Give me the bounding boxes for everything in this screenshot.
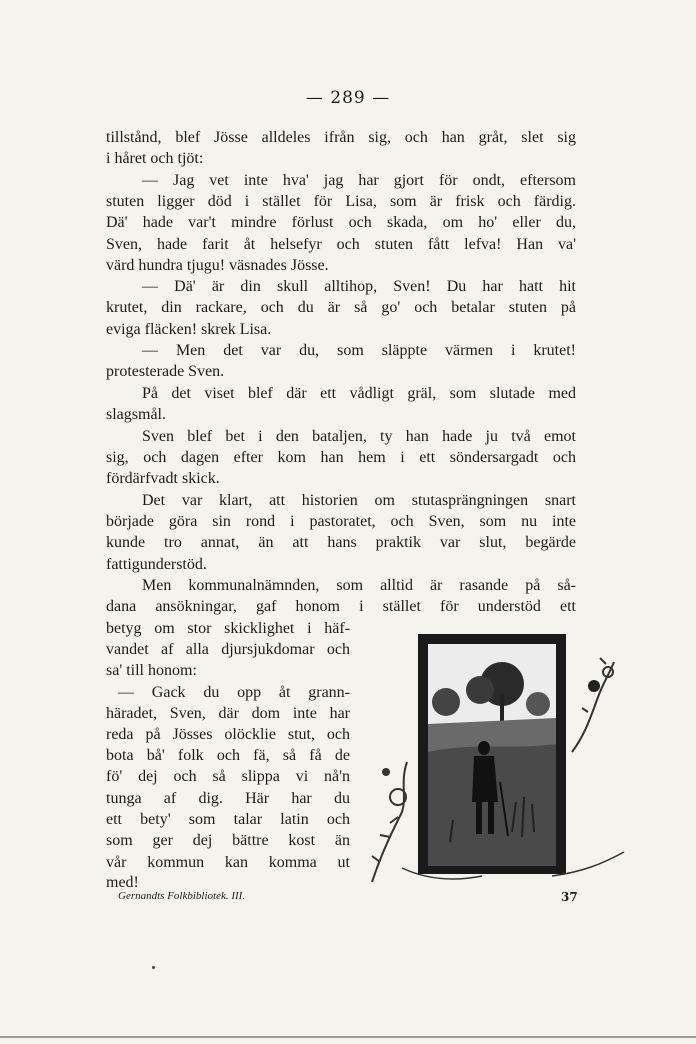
footer-series-title: Gernandts Folkbibliotek. III. — [118, 890, 246, 902]
body-line: värd hundra tjugu! väsnades Jösse. — [106, 257, 329, 274]
page-number-header: — 289 — — [305, 88, 391, 108]
speck — [152, 966, 155, 969]
body-line: Men kommunalnämnden, som alltid är rasande på så- — [142, 577, 576, 594]
narrow-line: häradet, Sven, där dom inte har — [106, 705, 350, 722]
body-line: Dä' hade var't mindre förlust och skada, om ho' eller du, — [106, 214, 576, 231]
scan-edge-line — [0, 1036, 696, 1038]
narrow-line: vandet af alla djursjukdomar och — [106, 641, 350, 658]
body-line: sig, och dagen efter kom han hem i ett söndersargadt och — [106, 449, 576, 466]
narrow-line: bota bå' folk och fä, så få de — [106, 747, 350, 764]
body-line: slagsmål. — [106, 406, 166, 423]
footer-signature-number: 37 — [561, 890, 578, 904]
body-line: krutet, din rackare, och du är så go' och betalar stuten på — [106, 299, 576, 316]
narrow-line: som ger dej bättre kost än — [106, 832, 350, 849]
body-line: Sven blef bet i den bataljen, ty han hade ju två emot — [142, 428, 576, 445]
narrow-line: med! — [106, 874, 139, 891]
narrow-line: vår kommun kan komma ut — [106, 854, 350, 871]
body-line: Det var klart, att historien om stutasprängningen snart — [142, 492, 576, 509]
body-line: — Dä' är din skull alltihop, Sven! Du har hatt hit — [142, 278, 576, 295]
narrow-line: ett bety' som talar latin och — [106, 811, 350, 828]
body-line: tillstånd, blef Jösse alldeles ifrån sig, och han gråt, slet sig — [106, 129, 576, 146]
narrow-line: fö' dej och så slippa vi nå'n — [106, 768, 350, 785]
body-line: började göra sin rond i pastoratet, och Sven, som nu inte — [106, 513, 576, 530]
body-line: På det viset blef där ett vådligt gräl, som slutade med — [142, 385, 576, 402]
body-line: protesterade Sven. — [106, 363, 225, 380]
narrow-line: betyg om stor skicklighet i häf- — [106, 620, 350, 637]
body-line: fattigunderstöd. — [106, 556, 207, 573]
body-line: fördärfvadt skick. — [106, 470, 220, 487]
narrow-line: sa' till honom: — [106, 662, 197, 679]
body-line: kunde tro annat, än att hans praktik var slut, begärde — [106, 534, 576, 551]
illustration — [362, 632, 630, 894]
narrow-line: reda på Jösses olöcklie stut, och — [106, 726, 350, 743]
body-line: — Jag vet inte hva' jag har gjort för ondt, eftersom — [142, 172, 576, 189]
body-line: — Men det var du, som släppte värmen i krutet! — [142, 342, 576, 359]
body-line: i håret och tjöt: — [106, 150, 204, 167]
body-line: Sven, hade farit åt helsefyr och stuten fått lefva! Han va' — [106, 236, 576, 253]
body-line: stuten ligger död i stället för Lisa, som är frisk och färdig. — [106, 193, 576, 210]
narrow-line: tunga af dig. Här har du — [106, 790, 350, 807]
narrow-line: — Gack du opp åt grann- — [118, 684, 350, 701]
body-line: eviga fläcken! skrek Lisa. — [106, 321, 272, 338]
body-line: dana ansökningar, gaf honom i stället för understöd ett — [106, 598, 576, 615]
